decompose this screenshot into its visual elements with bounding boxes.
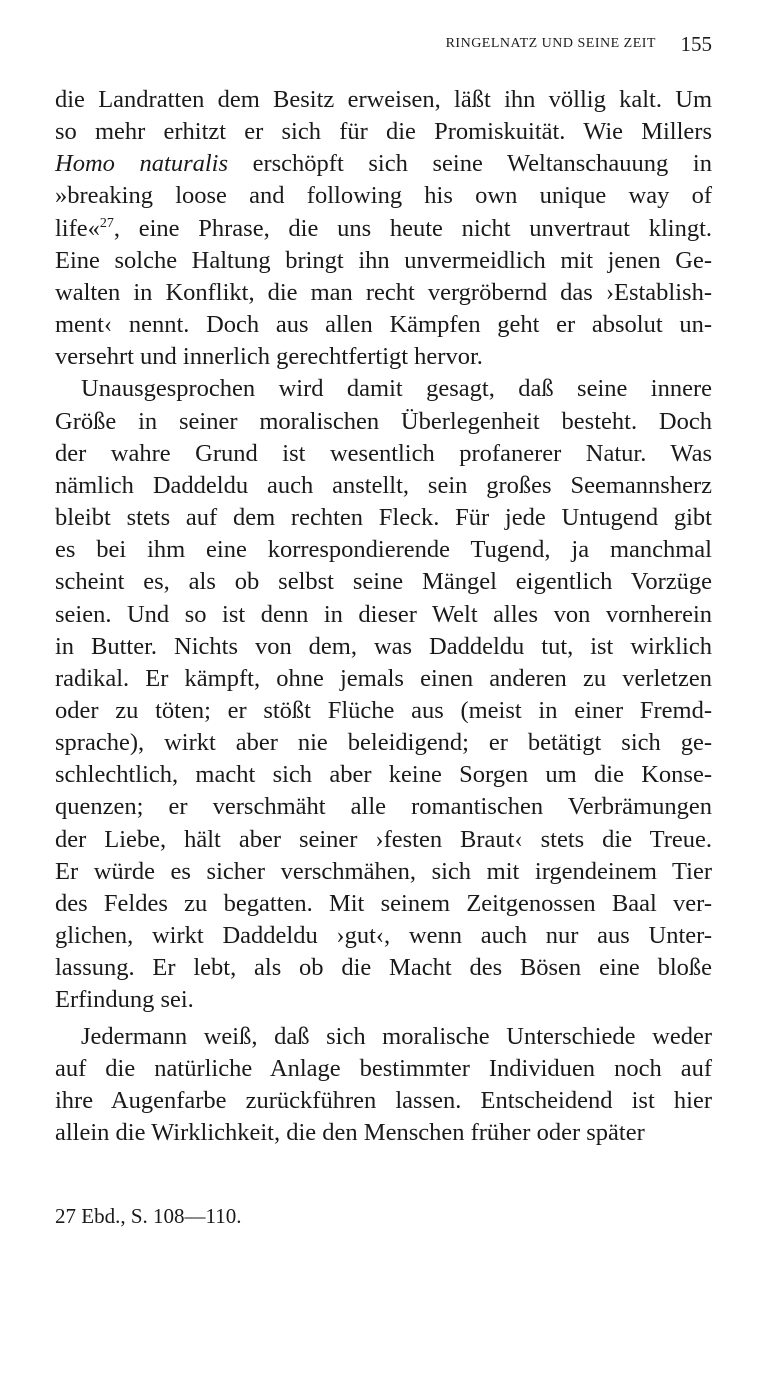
body-text	[55, 84, 712, 1149]
text-line: lassung. Er lebt, als ob die Macht des Bösen eine bloße	[55, 954, 712, 982]
text-line: quenzen; er verschmäht alle romantischen Verbrämungen	[55, 793, 712, 821]
text-line: es bei ihm eine korrespondierende Tugend, ja manchmal	[55, 536, 712, 564]
text-line: Eine solche Haltung bringt ihn unvermeidlich mit jenen Ge-	[55, 246, 712, 274]
page-number: 155	[680, 32, 712, 56]
text-line: oder zu töten; er stößt Flüche aus (meist in einer Fremd-	[55, 696, 712, 724]
text-line: »breaking loose and following his own unique way of	[55, 182, 712, 210]
text-line: bleibt stets auf dem rechten Fleck. Für jede Untugend gibt	[55, 504, 712, 532]
text-line: versehrt und innerlich gerechtfertigt hervor.	[55, 343, 483, 371]
text-line: Jedermann weiß, daß sich moralische Unterschiede weder	[81, 1022, 712, 1050]
text-line: Unausgesprochen wird damit gesagt, daß seine innere	[81, 375, 712, 403]
text-line: auf die natürliche Anlage bestimmter Individuen noch auf	[55, 1054, 712, 1082]
text-line: glichen, wirkt Daddeldu ›gut‹, wenn auch nur aus Unter-	[55, 922, 712, 950]
text-line: Homo naturalis erschöpft sich seine Weltanschauung in	[55, 150, 712, 178]
text-line: scheint es, als ob selbst seine Mängel eigentlich Vorzüge	[55, 568, 712, 596]
text-line: nämlich Daddeldu auch anstellt, sein großes Seemannsherz	[55, 471, 712, 499]
footnote-reference: 27	[99, 215, 114, 231]
italic-title: Homo naturalis	[55, 150, 228, 178]
page-header	[55, 34, 712, 58]
text-line: ihre Augenfarbe zurückführen lassen. Entscheidend ist hier	[55, 1086, 712, 1114]
text-line: Größe in seiner moralischen Überlegenheit besteht. Doch	[55, 407, 712, 435]
text-line: Erfindung sei.	[55, 986, 194, 1014]
text-line: der Liebe, hält aber seiner ›festen Braut‹ stets die Treue.	[55, 825, 712, 853]
text-line: radikal. Er kämpft, ohne jemals einen anderen zu verletzen	[55, 664, 712, 692]
running-head: RINGELNATZ UND SEINE ZEIT	[445, 36, 656, 51]
text-line: der wahre Grund ist wesentlich profanerer Natur. Was	[55, 439, 712, 467]
paragraph	[55, 1021, 712, 1150]
text-line: in Butter. Nichts von dem, was Daddeldu tut, ist wirklich	[55, 632, 712, 660]
text-line: des Feldes zu begatten. Mit seinem Zeitgenossen Baal ver-	[55, 889, 712, 917]
text-line: schlechtlich, macht sich aber keine Sorgen um die Konse-	[55, 761, 712, 789]
text-line: sprache), wirkt aber nie beleidigend; er betätigt sich ge-	[55, 729, 712, 757]
footnote: 27 Ebd., S. 108—110.	[55, 1204, 242, 1228]
text-line: seien. Und so ist denn in dieser Welt alles von vornherein	[55, 600, 712, 628]
text-line: walten in Konflikt, die man recht vergröbernd das ›Establish-	[55, 278, 712, 306]
paragraph	[55, 84, 712, 373]
text-line: life«$^{27}$, eine Phrase, die uns heute nicht unvertraut klingt.	[55, 214, 712, 242]
text-line: allein die Wirklichkeit, die den Menschen früher oder später	[55, 1119, 645, 1146]
text-line: Er würde es sicher verschmähen, sich mit irgendeinem Tier	[55, 857, 712, 885]
text-line: die Landratten dem Besitz erweisen, läßt ihn völlig kalt. Um	[55, 86, 712, 113]
text-line: so mehr erhitzt er sich für die Promiskuität. Wie Millers	[55, 118, 712, 146]
text-line: ment‹ nennt. Doch aus allen Kämpfen geht er absolut un-	[55, 311, 712, 339]
paragraph	[55, 373, 712, 1016]
